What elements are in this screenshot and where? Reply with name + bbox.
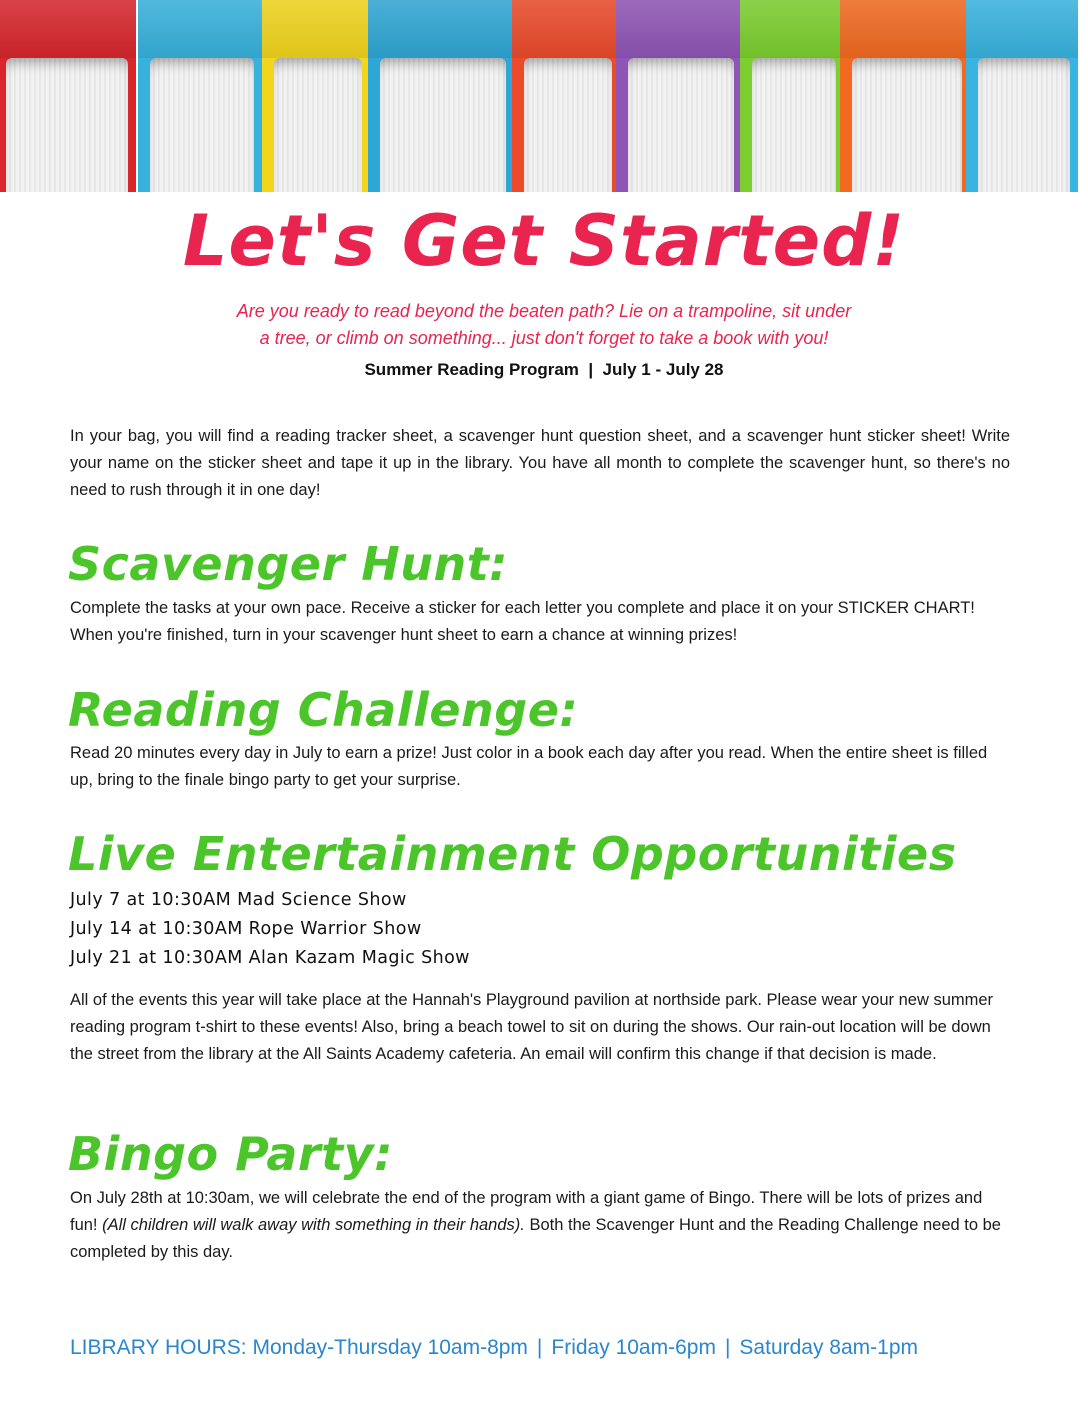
- book-spine-cyan: [138, 0, 262, 192]
- tagline-line-2: a tree, or climb on something... just don't forget to take a book with you!: [259, 328, 829, 348]
- hours-friday: Friday 10am-6pm: [551, 1336, 716, 1359]
- library-hours-label: LIBRARY HOURS:: [70, 1336, 247, 1359]
- hours-saturday: Saturday 8am-1pm: [739, 1336, 919, 1359]
- book-spine-red: [0, 0, 136, 192]
- program-dates: Summer Reading Program | July 1 - July 28: [364, 360, 724, 379]
- bingo-party-text: [70, 1185, 1010, 1266]
- reading-challenge-text: Read 20 minutes every day in July to earn a prize! Just color in a book each day after you read. When the entire sheet is filled up, bring to the finale bingo party to get your surprise.: [70, 744, 988, 789]
- event-list: [70, 886, 470, 973]
- reading-challenge-heading: Reading Challenge:: [68, 683, 579, 737]
- event-item: July 21 at 10:30AM Alan Kazam Magic Show: [70, 948, 470, 968]
- separator: |: [536, 1336, 543, 1359]
- events-info-text: All of the events this year will take place at the Hannah's Playground pavilion at northside park. Please wear your new summer reading program t-shirt to these events! Also, bring a beach towel to sit on during the shows. Our rain-out location will be down the street from the library at the All Saints Academy cafeteria. An email will confirm this change if that decision is made.: [70, 991, 994, 1063]
- bingo-text-start: On July 28th at 10:30am, we will celebrate the end of the program with a giant game of Bingo. There will be lots of prizes and fun!: [70, 1189, 983, 1234]
- live-entertainment-heading: Live Entertainment Opportunities: [68, 827, 957, 881]
- book-spine-orange: [840, 0, 970, 192]
- bingo-party-heading: Bingo Party:: [68, 1127, 393, 1181]
- scavenger-hunt-heading: Scavenger Hunt:: [68, 537, 509, 591]
- book-spine-green: [740, 0, 844, 192]
- book-spine-purple: [616, 0, 742, 192]
- tagline: [180, 298, 908, 352]
- tagline-line-1: Are you ready to read beyond the beaten path? Lie on a trampoline, sit under: [236, 301, 852, 321]
- book-spine-light-blue: [966, 0, 1078, 192]
- separator: |: [724, 1336, 731, 1359]
- hours-weekday: Monday-Thursday 10am-8pm: [252, 1336, 528, 1359]
- library-hours: [70, 1336, 918, 1360]
- scavenger-hunt-text: Complete the tasks at your own pace. Receive a sticker for each letter you complete and place it on your STICKER CHART! When you're finished, turn in your scavenger hunt sheet to earn a chance at winning prizes!: [70, 599, 975, 644]
- page-title: Let's Get Started!: [182, 200, 906, 282]
- book-spine-orange-red: [512, 0, 620, 192]
- book-spine-blue: [368, 0, 514, 192]
- intro-paragraph: In your bag, you will find a reading tracker sheet, a scavenger hunt question sheet, and a scavenger hunt sticker sheet! Write your name on the sticker sheet and tape it up in the library. You have all month to complete the scavenger hunt, so there's no need to rush through it in one day!: [70, 427, 1010, 499]
- event-item: July 14 at 10:30AM Rope Warrior Show: [70, 919, 422, 939]
- book-spine-yellow: [262, 0, 370, 192]
- event-item: July 7 at 10:30AM Mad Science Show: [70, 890, 407, 910]
- books-banner-image: [0, 0, 1088, 192]
- bingo-text-italic: (All children will walk away with something in their hands).: [102, 1216, 525, 1234]
- bingo-text-end: Both the Scavenger Hunt and the Reading Challenge need to be completed by this day.: [70, 1216, 1001, 1261]
